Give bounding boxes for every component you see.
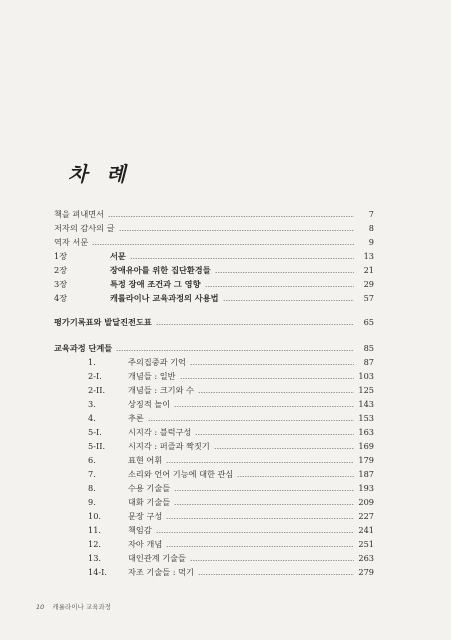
toc-entry-page: 209 xyxy=(358,497,374,507)
toc-entry-page: 29 xyxy=(363,279,374,289)
toc-entry-number: 10. xyxy=(88,511,102,521)
toc-entry xyxy=(54,480,374,494)
toc-entry-label: 개념들 : 일반 xyxy=(128,371,176,381)
toc-entry-number: 4. xyxy=(88,413,96,423)
toc-entry-page: 163 xyxy=(358,427,374,437)
toc-entry xyxy=(54,276,374,290)
toc-entry-label: 역자 서문 xyxy=(54,237,89,247)
toc-entry-label: 문장 구성 xyxy=(128,511,163,521)
dot-leader xyxy=(166,546,354,547)
toc-entry xyxy=(54,290,374,304)
toc-entry xyxy=(54,424,374,438)
toc-entry-label: 책을 펴내면서 xyxy=(54,209,105,219)
dot-leader xyxy=(214,448,354,449)
toc-entry-label: 추론 xyxy=(128,413,144,423)
dot-leader xyxy=(205,286,355,287)
toc-entry-number: 8. xyxy=(88,483,96,493)
toc-entry-label: 저자의 감사의 글 xyxy=(54,223,115,233)
toc-entry xyxy=(54,234,374,248)
toc-entry-label: 대화 기술들 xyxy=(128,497,171,507)
toc-entry-label: 평가기록표와 발달진전도표 xyxy=(54,317,152,327)
toc-entry xyxy=(54,536,374,550)
page-title: 차 례 xyxy=(68,162,132,186)
dot-leader xyxy=(166,462,354,463)
toc-entry-page: 103 xyxy=(358,371,374,381)
toc-entry-page: 241 xyxy=(358,525,374,535)
toc-entry-page: 153 xyxy=(358,413,374,423)
toc-entry-number: 2장 xyxy=(54,265,68,275)
toc-entry-number: 7. xyxy=(88,469,96,479)
toc-entry-label: 자조 기술들 : 먹기 xyxy=(128,567,194,577)
dot-leader xyxy=(237,476,354,477)
page-footer xyxy=(36,602,111,611)
toc-entry-number: 5-II. xyxy=(88,441,106,451)
dot-leader xyxy=(180,378,354,379)
toc-entry-number: 2-II. xyxy=(88,385,106,395)
toc-entry-number: 14-I. xyxy=(88,567,108,577)
toc-entry-page: 279 xyxy=(358,567,374,577)
toc-entry-number: 5-I. xyxy=(88,427,102,437)
toc-entry-label: 표현 어휘 xyxy=(128,455,163,465)
toc-entry-number: 11. xyxy=(88,525,102,535)
toc-entry-page: 65 xyxy=(363,317,374,327)
toc-entry-number: 13. xyxy=(88,553,102,563)
toc-entry xyxy=(54,564,374,578)
toc-entry-label: 상징적 놀이 xyxy=(128,399,171,409)
toc-entry-page: 193 xyxy=(358,483,374,493)
toc-entry-number: 3. xyxy=(88,399,96,409)
toc-entry-page: 13 xyxy=(363,251,374,261)
toc-entry-label: 소리와 언어 기능에 대한 관심 xyxy=(128,469,234,479)
toc-entry-number: 1. xyxy=(88,357,96,367)
dot-leader xyxy=(174,490,354,491)
toc-entry xyxy=(54,410,374,424)
running-title: 캐롤라이나 교육과정 xyxy=(52,603,111,611)
dot-leader xyxy=(148,420,354,421)
dot-leader xyxy=(166,518,354,519)
toc-entry-number: 3장 xyxy=(54,279,68,289)
toc-entry xyxy=(54,248,374,262)
toc-entry-page: 87 xyxy=(363,357,374,367)
toc-entry-number: 12. xyxy=(88,539,102,549)
toc-entry-page: 9 xyxy=(368,237,374,247)
toc-entry-page: 227 xyxy=(358,511,374,521)
toc-entry xyxy=(54,508,374,522)
toc-entry xyxy=(54,354,374,368)
toc-entry-label: 캐롤라이나 교육과정의 사용법 xyxy=(110,293,219,303)
toc-entry xyxy=(54,382,374,396)
toc-entry xyxy=(54,220,374,234)
toc-entry-label: 서문 xyxy=(110,251,126,261)
toc-entry xyxy=(54,340,374,354)
dot-leader xyxy=(116,350,354,351)
dot-leader xyxy=(130,258,354,259)
toc-entry-label: 시지각 : 블럭구성 xyxy=(128,427,192,437)
toc-entry-label: 교육과정 단계들 xyxy=(54,343,113,353)
dot-leader xyxy=(190,364,354,365)
toc-entry xyxy=(54,396,374,410)
toc-entry xyxy=(54,452,374,466)
toc-entry-page: 57 xyxy=(363,293,374,303)
toc-entry-number: 1장 xyxy=(54,251,68,261)
toc-entry-number: 2-I. xyxy=(88,371,102,381)
toc-entry-page: 85 xyxy=(363,343,374,353)
toc-entry-number: 6. xyxy=(88,455,96,465)
dot-leader xyxy=(108,216,354,217)
toc-entry-page: 263 xyxy=(358,553,374,563)
toc-entry-label: 수용 기술들 xyxy=(128,483,171,493)
dot-leader xyxy=(156,324,354,325)
toc-entry-label: 자아 개념 xyxy=(128,539,163,549)
dot-leader xyxy=(174,504,354,505)
toc-entry xyxy=(54,314,374,328)
toc-entry-page: 8 xyxy=(368,223,374,233)
toc-entry xyxy=(54,466,374,480)
toc-entry-label: 시지각 : 퍼즐과 짝짓기 xyxy=(128,441,210,451)
toc-entry xyxy=(54,550,374,564)
toc-entry-page: 7 xyxy=(368,209,374,219)
dot-leader xyxy=(119,230,354,231)
toc-entry-number: 9. xyxy=(88,497,96,507)
toc-entry-page: 125 xyxy=(358,385,374,395)
dot-leader xyxy=(156,532,354,533)
dot-leader xyxy=(198,392,354,393)
toc-entry-label: 대인관계 기술들 xyxy=(128,553,186,563)
toc-entry-label: 특정 장애 조건과 그 영향 xyxy=(110,279,201,289)
toc-entry-label: 주의집중과 기억 xyxy=(128,357,186,367)
toc-entry xyxy=(54,206,374,220)
toc-entry-label: 장애유아를 위한 집단환경들 xyxy=(110,265,211,275)
dot-leader xyxy=(174,406,354,407)
toc-entry xyxy=(54,522,374,536)
page-number: 10 xyxy=(36,603,45,611)
bleed-through-mark xyxy=(180,100,380,190)
dot-leader xyxy=(198,574,354,575)
toc-entry xyxy=(54,438,374,452)
toc-entry xyxy=(54,494,374,508)
toc-entry-number: 4장 xyxy=(54,293,68,303)
dot-leader xyxy=(215,272,354,273)
toc-entry-page: 179 xyxy=(358,455,374,465)
toc-entry-page: 251 xyxy=(358,539,374,549)
toc-entry-page: 169 xyxy=(358,441,374,451)
toc-entry xyxy=(54,368,374,382)
toc-entry-label: 책임감 xyxy=(128,525,152,535)
toc-entry-label: 개념들 : 크기와 수 xyxy=(128,385,194,395)
dot-leader xyxy=(195,434,354,435)
dot-leader xyxy=(92,244,354,245)
toc-entry xyxy=(54,262,374,276)
dot-leader xyxy=(190,560,354,561)
toc-entry-page: 143 xyxy=(358,399,374,409)
toc-entry-page: 21 xyxy=(363,265,374,275)
dot-leader xyxy=(223,300,354,301)
toc-entry-page: 187 xyxy=(358,469,374,479)
